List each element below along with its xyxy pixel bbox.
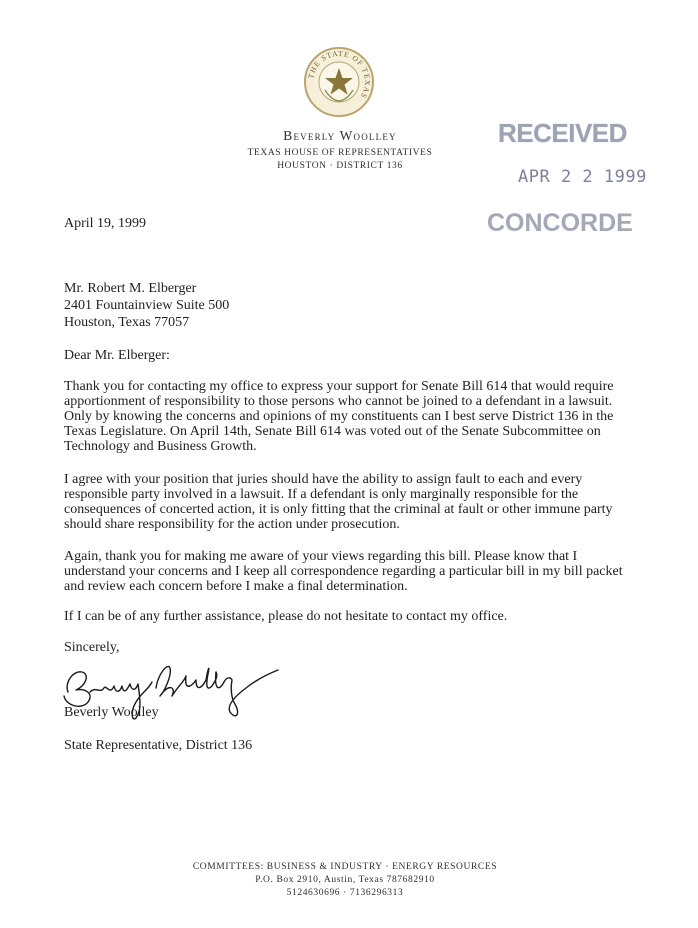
received-stamp: RECEIVED	[498, 118, 627, 148]
footer-phones: 5124630696 · 7136296313	[286, 888, 404, 898]
letterhead-district: HOUSTON · DISTRICT 136	[277, 161, 403, 171]
body-paragraph: Thank you for contacting my office to express your support for Senate Bill 614 that would require apportionment of responsibility to those persons who cannot be joined to a defendant in a lawsuit. Only by knowing the concerns and opinions of my constituents can I best serve District 136 in the Texas Legislature. On April 14th, Senate Bill 614 was voted out of the Senate Subcommittee on Technology and Business Growth.	[64, 379, 614, 454]
received-stamp-place: CONCORDE	[487, 209, 633, 237]
recipient-address	[64, 281, 229, 332]
state-seal	[303, 46, 375, 118]
signer-name: Beverly Woolley	[64, 705, 159, 720]
body-paragraph: Again, thank you for making me aware of your views regarding this bill. Please know that I understand your concerns and I keep all correspondence regarding a particular bill in my bill packet and review each concern before I make a final determination.	[64, 549, 623, 594]
body-paragraph: I agree with your position that juries should have the ability to assign fault to each and every responsible party involved in a lawsuit. If a defendant is only marginally responsible for the consequences of concerted action, it is only fitting that the criminal at fault or other immune party should share responsibility for the action under prosecution.	[64, 472, 613, 532]
recipient-city: Houston, Texas 77057	[64, 315, 190, 330]
recipient-name: Mr. Robert M. Elberger	[64, 281, 197, 296]
letterhead-organization: TEXAS HOUSE OF REPRESENTATIVES	[247, 148, 433, 158]
letter-date: April 19, 1999	[64, 216, 147, 231]
footer-address: P.O. Box 2910, Austin, Texas 787682910	[255, 875, 435, 885]
body-paragraph: If I can be of any further assistance, please do not hesitate to contact my office.	[64, 609, 508, 624]
salutation: Dear Mr. Elberger:	[64, 348, 170, 363]
svg-text:THE STATE OF TEXAS: THE STATE OF TEXAS	[306, 48, 373, 101]
texas-seal-icon	[303, 46, 375, 118]
recipient-street: 2401 Fountainview Suite 500	[64, 298, 230, 313]
signer-title: State Representative, District 136	[64, 738, 253, 753]
footer-committees: COMMITTEES: BUSINESS & INDUSTRY · ENERGY RESOURCES	[192, 862, 498, 872]
letterhead-name: Beverly Woolley	[283, 128, 397, 143]
closing: Sincerely,	[64, 640, 120, 655]
received-stamp-date: APR 2 2 1999	[518, 167, 647, 187]
